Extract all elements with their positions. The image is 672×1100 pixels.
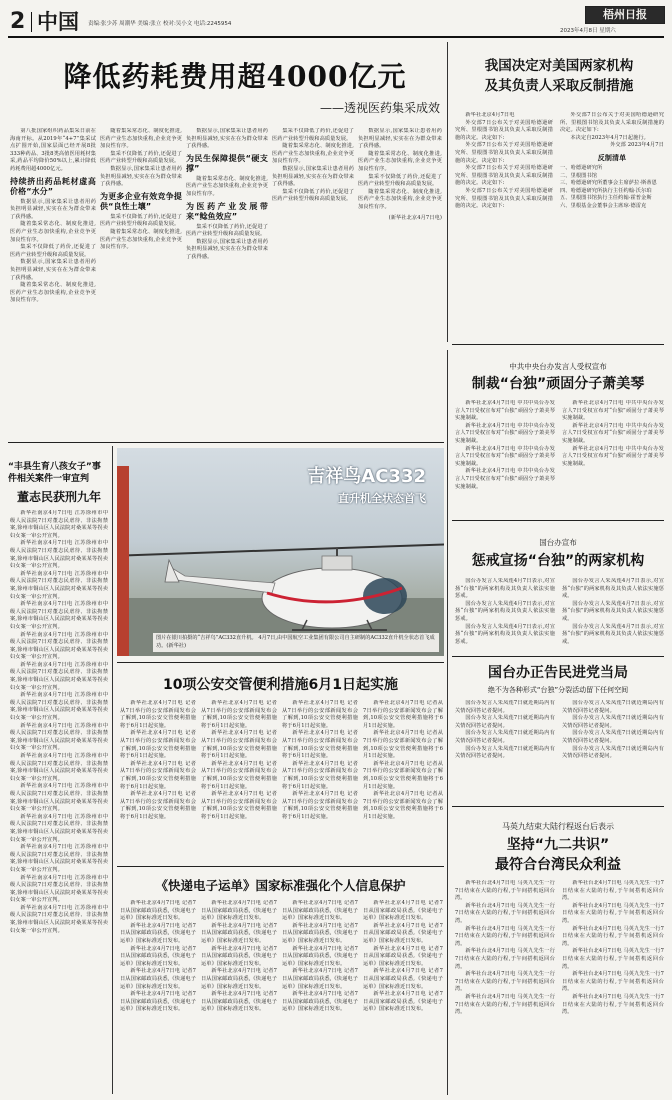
sanctions-body: 外交部7日公布关于对美国哈德逊研究所、里根图书馆及其负责人采取反制措施的决定。决定如下: xyxy=(455,187,553,210)
express-body: 新华社北京4月7日电 记者7日从国家邮政局获悉,《快递电子运单》国家标准近日发布。 xyxy=(201,991,277,1013)
tw2-body: 国台办发言人朱凤莲4月7日表示,对宣扬“台独”的两家机构及其负责人依法实施惩戒。 xyxy=(562,578,664,600)
safety-body: 新华社北京4月7日电 记者从7日举行的公安部新闻发布会了解到,10项公安交管便利措施将于6月1日起实施。 xyxy=(363,791,443,820)
lead-para: 集采不仅降低了药价,还促进了医药产业转型升级和高质量发展。 xyxy=(272,188,354,203)
lead-dateline: (新华社北京4月7日电) xyxy=(388,214,442,221)
tw3-body: 国台办发言人朱凤莲7日就近期岛内有关情况回答记者提问。 xyxy=(455,745,555,760)
case-headline-2: 件相关案件一审宣判 xyxy=(8,474,90,484)
safety-body: 新华社北京4月7日电 记者从7日举行的公安部新闻发布会了解到,10项公安交管便利措施将于6月1日起实施。 xyxy=(363,760,443,790)
tw1-kicker: 中共中央台办发言人受权宣布 xyxy=(509,362,607,371)
express-col-4 xyxy=(363,900,443,1092)
tw2-col-2 xyxy=(562,578,664,650)
lead-subhead-2: 为更多企业有效竞争提供“良性土壤” xyxy=(100,191,182,211)
lead-para: 数据显示,国家集采让患者用药负担明显减轻,实实在在为群众带来了获得感。 xyxy=(100,165,182,188)
lead-para: 集采不仅降低了药价,还促进了医药产业转型升级和高质量发展。 xyxy=(100,150,182,165)
tw3-body: 国台办发言人朱凤莲7日就近期岛内有关情况回答记者提问。 xyxy=(455,730,555,744)
case-body: 新华社南京4月7日电 江苏徐州市中级人民法院7日对董志民虐待、非法拘禁案,徐州市铜山区人民法院对桑某某等拐卖妇女案一审公开宣判。 xyxy=(10,753,108,782)
express-col-3 xyxy=(282,900,358,1092)
tw2-col-1 xyxy=(455,578,555,650)
express-body: 新华社北京4月7日电 记者7日从国家邮政局获悉,《快递电子运单》国家标准近日发布。 xyxy=(201,900,277,922)
tw1-col-1 xyxy=(455,400,555,512)
ma-body: 新华社台北4月7日电 马英九先生一行7日结束在大陆的行程,于午间搭机返回台湾。 xyxy=(562,902,664,924)
safety-body: 新华社北京4月7日电 记者从7日举行的公安部新闻发布会了解到,10项公安交管便利措施将于6月1日起实施。 xyxy=(201,760,277,790)
lead-para: 集采不仅降低了药价,还促进了医药产业转型升级和高质量发展。 xyxy=(100,213,182,228)
lead-para: 随着集采常态化、制度化推进,医药产业生态加快重构,企业竞争更加良性有序。 xyxy=(358,188,442,210)
lead-para: 集采不仅降低了药价,还促进了医药产业转型升级和高质量发展。 xyxy=(272,128,354,142)
case-body: 新华社南京4月7日电 江苏徐州市中级人民法院7日对董志民虐待、非法拘禁案,徐州市铜山区人民法院对桑某某等拐卖妇女案一审公开宣判。 xyxy=(10,844,108,873)
tw3-body: 国台办发言人朱凤莲7日就近期岛内有关情况回答记者提问。 xyxy=(562,745,664,760)
tw2-body: 国台办发言人朱凤莲4月7日表示,对宣扬“台独”的两家机构及其负责人依法实施惩戒。 xyxy=(455,623,555,645)
sanction-list-item: 一、哈德逊研究所 xyxy=(560,164,603,171)
case-body: 新华社南京4月7日电 江苏徐州市中级人民法院7日对董志民虐待、非法拘禁案,徐州市铜山区人民法院对桑某某等拐卖妇女案一审公开宣判。 xyxy=(10,570,108,600)
tw3-col-1 xyxy=(455,700,555,800)
tw1-body: 新华社北京4月7日电 中共中央台办发言人7日受权宣布对“台独”顽固分子萧美琴实施制裁。 xyxy=(455,445,555,467)
lead-para: 数据显示,国家集采让患者用药负担明显减轻,实实在在为群众带来了获得感。 xyxy=(10,198,96,220)
express-body: 新华社北京4月7日电 记者7日从国家邮政局获悉,《快递电子运单》国家标准近日发布。 xyxy=(363,922,443,944)
express-headline: 《快递电子运单》国家标准强化个人信息保护 xyxy=(155,878,406,893)
case-body: 新华社南京4月7日电 江苏徐州市中级人民法院7日对董志民虐待、非法拘禁案,徐州市铜山区人民法院对桑某某等拐卖妇女案一审公开宣判。 xyxy=(10,722,108,752)
lead-col-5 xyxy=(358,128,442,438)
lead-headline: 降低药耗费用超4000亿元 xyxy=(63,60,407,93)
tw1-body: 新华社北京4月7日电 中共中央台办发言人7日受权宣布对“台独”顽固分子萧美琴实施制裁。 xyxy=(562,422,664,444)
lead-col-1 xyxy=(10,128,96,438)
lead-col-2 xyxy=(100,128,182,438)
lead-para: 集采不仅降低了药价,还促进了医药产业转型升级和高质量发展。 xyxy=(358,173,442,188)
case-body: 新华社南京4月7日电 江苏徐州市中级人民法院7日对董志民虐待、非法拘禁案,徐州市铜山区人民法院对桑某某等拐卖妇女案一审公开宣判。 xyxy=(10,510,108,539)
lead-intro: 第八批国家组织药品集采日前在海南开标。从2019年“4+7”集采试点扩围开始,国家层面已经开展8批333种药品、3批8类高值医用耗材集采,药品平均降价50%以上,累计降低药耗费用超4000亿元。 xyxy=(10,128,96,172)
sanctions-body: 外交部7日公布关于对美国哈德逊研究所、里根图书馆及其负责人采取反制措施的决定。决定如下: xyxy=(455,165,553,187)
lead-para: 数据显示,国家集采让患者用药负担明显减轻,实实在在为群众带来了获得感。 xyxy=(358,128,442,150)
tw3-headline: 国台办正告民进党当局 xyxy=(488,665,628,681)
ma-body: 新华社台北4月7日电 马英九先生一行7日结束在大陆的行程,于午间搭机返回台湾。 xyxy=(562,925,664,947)
lead-para: 随着集采常态化、制度化推进,医药产业生态加快重构,企业竞争更加良性有序。 xyxy=(100,228,182,251)
tw1-body: 新华社北京4月7日电 中共中央台办发言人7日受权宣布对“台独”顽固分子萧美琴实施制裁。 xyxy=(455,400,555,422)
sanction-list-item: 六、里根基金会董事会主席琼·德雷克 xyxy=(560,202,647,209)
tw2-body: 国台办发言人朱凤莲4月7日表示,对宣扬“台独”的两家机构及其负责人依法实施惩戒。 xyxy=(455,578,555,600)
ma-body: 新华社台北4月7日电 马英九先生一行7日结束在大陆的行程,于午间搭机返回台湾。 xyxy=(455,993,555,1016)
ma-body: 新华社台北4月7日电 马英九先生一行7日结束在大陆的行程,于午间搭机返回台湾。 xyxy=(562,993,664,1016)
page-header xyxy=(0,0,672,38)
sanctions-col-2 xyxy=(560,112,664,340)
ma-body: 新华社台北4月7日电 马英九先生一行7日结束在大陆的行程,于午间搭机返回台湾。 xyxy=(455,925,555,947)
lead-col-4 xyxy=(272,128,354,438)
case-body: 新华社南京4月7日电 江苏徐州市中级人民法院7日对董志民虐待、非法拘禁案,徐州市铜山区人民法院对桑某某等拐卖妇女案一审公开宣判。 xyxy=(10,540,108,570)
case-body: 新华社南京4月7日电 江苏徐州市中级人民法院7日对董志民虐待、非法拘禁案,徐州市铜山区人民法院对桑某某等拐卖妇女案一审公开宣判。 xyxy=(10,813,108,843)
express-body: 新华社北京4月7日电 记者7日从国家邮政局获悉,《快递电子运单》国家标准近日发布。 xyxy=(363,900,443,922)
tw2-body: 国台办发言人朱凤莲4月7日表示,对宣扬“台独”的两家机构及其负责人依法实施惩戒。 xyxy=(455,600,555,622)
express-body: 新华社北京4月7日电 记者7日从国家邮政局获悉,《快递电子运单》国家标准近日发布。 xyxy=(120,922,196,944)
lead-para: 集采不仅降低了药价,还促进了医药产业转型升级和高质量发展。 xyxy=(10,244,96,258)
express-body: 新华社北京4月7日电 记者7日从国家邮政局获悉,《快递电子运单》国家标准近日发布。 xyxy=(282,991,358,1013)
safety-body: 新华社北京4月7日电 记者从7日举行的公安部新闻发布会了解到,10项公安交管便利措施将于6月1日起实施。 xyxy=(282,730,358,760)
issue-date: 2023年4月8日 星期六 xyxy=(560,28,616,34)
tw2-headline: 惩戒宣扬“台独”的两家机构 xyxy=(471,553,645,569)
lead-subtitle: ——透视医药集采成效 xyxy=(319,101,440,115)
ma-headline-2: 最符合台湾民众利益 xyxy=(495,857,621,873)
lead-para: 数据显示,国家集采让患者用药负担明显减轻,实实在在为群众带来了获得感。 xyxy=(10,259,96,281)
safety-body: 新华社北京4月7日电 记者从7日举行的公安部新闻发布会了解到,10项公安交管便利措施将于6月1日起实施。 xyxy=(120,700,196,729)
tw1-headline: 制裁“台独”顽固分子萧美琴 xyxy=(471,376,645,392)
tw1-body: 新华社北京4月7日电 中共中央台办发言人7日受权宣布对“台独”顽固分子萧美琴实施制裁。 xyxy=(562,445,664,467)
sanctions-dateline: 新华社北京4月7日电 xyxy=(465,112,515,118)
ma-body: 新华社台北4月7日电 马英九先生一行7日结束在大陆的行程,于午间搭机返回台湾。 xyxy=(562,971,664,993)
photo-tag-subtitle: 直升机全状态首飞 xyxy=(338,492,426,505)
section-title: 中国 xyxy=(37,10,79,34)
safety-body: 新华社北京4月7日电 记者从7日举行的公安部新闻发布会了解到,10项公安交管便利措施将于6月1日起实施。 xyxy=(282,791,358,820)
case-headline-1: “丰县生育八孩女子”事 xyxy=(8,462,101,472)
express-body: 新华社北京4月7日电 记者7日从国家邮政局获悉,《快递电子运单》国家标准近日发布。 xyxy=(120,991,196,1013)
case-headline-3: 董志民获刑九年 xyxy=(16,490,101,504)
safety-body: 新华社北京4月7日电 记者从7日举行的公安部新闻发布会了解到,10项公安交管便利措施将于6月1日起实施。 xyxy=(120,730,196,760)
lead-para: 随着集采常态化、制度化推进,医药产业生态加快重构,企业竞争更加良性有序。 xyxy=(10,282,96,304)
lead-para: 随着集采常态化、制度化推进,医药产业生态加快重构,企业竞争更加良性有序。 xyxy=(358,150,442,172)
sanction-list-item: 三、哈德逊研究所董事会主席萨拉·斯蒂恩 xyxy=(560,180,657,187)
ma-body: 新华社台北4月7日电 马英九先生一行7日结束在大陆的行程,于午间搭机返回台湾。 xyxy=(562,948,664,970)
express-body: 新华社北京4月7日电 记者7日从国家邮政局获悉,《快递电子运单》国家标准近日发布。 xyxy=(363,991,443,1013)
lead-col-3 xyxy=(186,128,268,438)
lead-para: 数据显示,国家集采让患者用药负担明显减轻,实实在在为群众带来了获得感。 xyxy=(186,128,268,150)
tw3-kicker: 绝不为各种形式“台独”分裂活动留下任何空间 xyxy=(487,686,629,694)
lead-para: 随着集采常态化、制度化推进,医药产业生态加快重构,企业竞争更加良性有序。 xyxy=(186,175,268,197)
express-body: 新华社北京4月7日电 记者7日从国家邮政局获悉,《快递电子运单》国家标准近日发布。 xyxy=(282,900,358,922)
ma-body: 新华社台北4月7日电 马英九先生一行7日结束在大陆的行程,于午间搭机返回台湾。 xyxy=(455,948,555,970)
ma-col-2 xyxy=(562,880,664,1092)
sanctions-body: 外交部7日公布关于对美国哈德逊研究所、里根图书馆及其负责人采取反制措施的决定。决定如下: xyxy=(455,119,553,141)
tw1-body: 新华社北京4月7日电 中共中央台办发言人7日受权宣布对“台独”顽固分子萧美琴实施制裁。 xyxy=(455,422,555,444)
masthead-logo xyxy=(585,6,665,24)
express-body: 新华社北京4月7日电 记者7日从国家邮政局获悉,《快递电子运单》国家标准近日发布。 xyxy=(120,968,196,990)
case-body: 新华社南京4月7日电 江苏徐州市中级人民法院7日对董志民虐待、非法拘禁案,徐州市铜山区人民法院对桑某某等拐卖妇女案一审公开宣判。 xyxy=(10,631,108,661)
safety-col-1 xyxy=(120,700,196,860)
lead-para: 集采不仅降低了药价,还促进了医药产业转型升级和高质量发展。 xyxy=(186,223,268,238)
sanctions-sign: 外交部 2023年4月7日 xyxy=(610,142,664,149)
express-body: 新华社北京4月7日电 记者7日从国家邮政局获悉,《快递电子运单》国家标准近日发布。 xyxy=(363,968,443,990)
safety-body: 新华社北京4月7日电 记者从7日举行的公安部新闻发布会了解到,10项公安交管便利措施将于6月1日起实施。 xyxy=(201,730,277,760)
ma-body: 新华社台北4月7日电 马英九先生一行7日结束在大陆的行程,于午间搭机返回台湾。 xyxy=(455,880,555,902)
photo-tag-title: 吉祥鸟AC332 xyxy=(307,466,426,487)
express-body: 新华社北京4月7日电 记者7日从国家邮政局获悉,《快递电子运单》国家标准近日发布。 xyxy=(120,900,196,922)
express-body: 新华社北京4月7日电 记者7日从国家邮政局获悉,《快递电子运单》国家标准近日发布。 xyxy=(363,945,443,967)
sanctions-headline-2: 及其负责人采取反制措施 xyxy=(484,78,634,94)
ma-kicker: 马英九结束大陆行程返台后表示 xyxy=(502,822,614,831)
express-col-2 xyxy=(201,900,277,1092)
ma-body: 新华社台北4月7日电 马英九先生一行7日结束在大陆的行程,于午间搭机返回台湾。 xyxy=(455,971,555,993)
tw3-body: 国台办发言人朱凤莲7日就近期岛内有关情况回答记者提问。 xyxy=(562,700,664,714)
express-body: 新华社北京4月7日电 记者7日从国家邮政局获悉,《快递电子运单》国家标准近日发布。 xyxy=(201,968,277,990)
sanction-list-item: 四、哈德逊研究所执行主任约翰·沃尔珀 xyxy=(560,187,652,194)
safety-col-3 xyxy=(282,700,358,860)
ma-body: 新华社台北4月7日电 马英九先生一行7日结束在大陆的行程,于午间搭机返回台湾。 xyxy=(562,880,664,902)
safety-headline: 10项公安交管便利措施6月1日起实施 xyxy=(163,677,398,693)
case-body: 新华社南京4月7日电 江苏徐州市中级人民法院7日对董志民虐待、非法拘禁案,徐州市铜山区人民法院对桑某某等拐卖妇女案一审公开宣判。 xyxy=(10,661,108,691)
editor-info: 责编:张少苏 周潮华 美编:张立 校对:吴小文 电话:2245954 xyxy=(88,21,232,27)
case-body: 新华社南京4月7日电 江苏徐州市中级人民法院7日对董志民虐待、非法拘禁案,徐州市铜山区人民法院对桑某某等拐卖妇女案一审公开宣判。 xyxy=(10,783,108,813)
sanction-list-title: 反制清单 xyxy=(597,153,627,162)
tw1-col-2 xyxy=(562,400,664,512)
case-body: 新华社南京4月7日电 江苏徐州市中级人民法院7日对董志民虐待、非法拘禁案,徐州市铜山区人民法院对桑某某等拐卖妇女案一审公开宣判。 xyxy=(10,904,108,934)
express-body: 新华社北京4月7日电 记者7日从国家邮政局获悉,《快递电子运单》国家标准近日发布。 xyxy=(201,922,277,944)
case-body: 新华社南京4月7日电 江苏徐州市中级人民法院7日对董志民虐待、非法拘禁案,徐州市铜山区人民法院对桑某某等拐卖妇女案一审公开宣判。 xyxy=(10,601,108,630)
helicopter-photo xyxy=(117,448,444,656)
lead-para: 数据显示,国家集采让患者用药负担明显减轻,实实在在为群众带来了获得感。 xyxy=(272,165,354,188)
lead-subhead-3: 为民生保障提供“硬支撑” xyxy=(186,153,268,173)
tw2-body: 国台办发言人朱凤莲4月7日表示,对宣扬“台独”的两家机构及其负责人依法实施惩戒。 xyxy=(562,600,664,622)
tw2-kicker: 国台办宣布 xyxy=(539,538,577,547)
express-body: 新华社北京4月7日电 记者7日从国家邮政局获悉,《快递电子运单》国家标准近日发布。 xyxy=(282,945,358,967)
sanction-list-item: 五、里根图书馆执行主任约翰·霍普金斯 xyxy=(560,195,652,202)
lead-para: 随着集采常态化、制度化推进,医药产业生态加快重构,企业竞争更加良性有序。 xyxy=(10,221,96,243)
safety-col-4 xyxy=(363,700,443,860)
safety-body: 新华社北京4月7日电 记者从7日举行的公安部新闻发布会了解到,10项公安交管便利措施将于6月1日起实施。 xyxy=(282,760,358,790)
lead-para: 随着集采常态化、制度化推进,医药产业生态加快重构,企业竞争更加良性有序。 xyxy=(100,128,182,150)
masthead-name: 梧州日报 xyxy=(603,8,647,21)
safety-body: 新华社北京4月7日电 记者从7日举行的公安部新闻发布会了解到,10项公安交管便利措施将于6月1日起实施。 xyxy=(363,700,443,729)
express-body: 新华社北京4月7日电 记者7日从国家邮政局获悉,《快递电子运单》国家标准近日发布。 xyxy=(282,968,358,990)
case-col xyxy=(10,510,108,1092)
lead-subhead-1: 持续挤出药品耗材虚高价格“水分” xyxy=(10,176,96,196)
sanctions-body: 外交部7日公布关于对美国哈德逊研究所、里根图书馆及其负责人采取反制措施的决定。决定如下: xyxy=(455,142,553,164)
safety-body: 新华社北京4月7日电 记者从7日举行的公安部新闻发布会了解到,10项公安交管便利措施将于6月1日起实施。 xyxy=(363,730,443,760)
sanctions-tail: 本决定自2023年4月7日起施行。 xyxy=(570,134,649,141)
ma-body: 新华社台北4月7日电 马英九先生一行7日结束在大陆的行程,于午间搭机返回台湾。 xyxy=(455,902,555,924)
lead-para: 随着集采常态化、制度化推进,医药产业生态加快重构,企业竞争更加良性有序。 xyxy=(272,143,354,165)
tw3-body: 国台办发言人朱凤莲7日就近期岛内有关情况回答记者提问。 xyxy=(562,715,664,729)
express-col-1 xyxy=(120,900,196,1092)
safety-body: 新华社北京4月7日电 记者从7日举行的公安部新闻发布会了解到,10项公安交管便利措施将于6月1日起实施。 xyxy=(282,700,358,729)
case-body: 新华社南京4月7日电 江苏徐州市中级人民法院7日对董志民虐待、非法拘禁案,徐州市铜山区人民法院对桑某某等拐卖妇女案一审公开宣判。 xyxy=(10,874,108,904)
express-body: 新华社北京4月7日电 记者7日从国家邮政局获悉,《快递电子运单》国家标准近日发布。 xyxy=(120,945,196,967)
safety-body: 新华社北京4月7日电 记者从7日举行的公安部新闻发布会了解到,10项公安交管便利措施将于6月1日起实施。 xyxy=(201,700,277,729)
tw3-col-2 xyxy=(562,700,664,800)
safety-body: 新华社北京4月7日电 记者从7日举行的公安部新闻发布会了解到,10项公安交管便利措施将于6月1日起实施。 xyxy=(120,760,196,790)
safety-body: 新华社北京4月7日电 记者从7日举行的公安部新闻发布会了解到,10项公安交管便利措施将于6月1日起实施。 xyxy=(201,791,277,820)
safety-col-2 xyxy=(201,700,277,860)
lead-para: 数据显示,国家集采让患者用药负担明显减轻,实实在在为群众带来了获得感。 xyxy=(186,238,268,260)
tw2-body: 国台办发言人朱凤莲4月7日表示,对宣扬“台独”的两家机构及其负责人依法实施惩戒。 xyxy=(562,623,664,645)
tw3-body: 国台办发言人朱凤莲7日就近期岛内有关情况回答记者提问。 xyxy=(455,700,555,714)
tw1-body: 新华社北京4月7日电 中共中央台办发言人7日受权宣布对“台独”顽固分子萧美琴实施制裁。 xyxy=(562,400,664,422)
ma-col-1 xyxy=(455,880,555,1092)
sanctions-headline-1: 我国决定对美国两家机构 xyxy=(484,58,634,74)
sanctions-col-1 xyxy=(455,112,553,340)
tw1-body: 新华社北京4月7日电 中共中央台办发言人7日受权宣布对“台独”顽固分子萧美琴实施制裁。 xyxy=(455,468,555,490)
sanctions-body: 外交部7日公布关于对美国哈德逊研究所、里根图书馆及其负责人采取反制措施的决定。决定如下: xyxy=(560,112,664,134)
case-body: 新华社南京4月7日电 江苏徐州市中级人民法院7日对董志民虐待、非法拘禁案,徐州市铜山区人民法院对桑某某等拐卖妇女案一审公开宣判。 xyxy=(10,692,108,722)
photo-caption: 图片在银川拍摄的“吉祥鸟”AC332直升机。 4月7日,由中国航空工业集团有限公司自主研制的AC332直升机全状态首飞成功。(新华社) xyxy=(153,633,439,652)
express-body: 新华社北京4月7日电 记者7日从国家邮政局获悉,《快递电子运单》国家标准近日发布。 xyxy=(282,922,358,944)
ma-headline-1: 坚持“九二共识” xyxy=(506,837,610,853)
tw3-body: 国台办发言人朱凤莲7日就近期岛内有关情况回答记者提问。 xyxy=(562,730,664,744)
lead-subhead-4: 为医药产业发展带来“鲶鱼效应” xyxy=(186,201,268,221)
express-body: 新华社北京4月7日电 记者7日从国家邮政局获悉,《快递电子运单》国家标准近日发布。 xyxy=(201,945,277,967)
tw3-body: 国台办发言人朱凤莲7日就近期岛内有关情况回答记者提问。 xyxy=(455,715,555,729)
safety-body: 新华社北京4月7日电 记者从7日举行的公安部新闻发布会了解到,10项公安交管便利措施将于6月1日起实施。 xyxy=(120,791,196,820)
page-number: 2 xyxy=(10,9,26,34)
sanction-list-item: 二、里根图书馆 xyxy=(560,172,598,179)
